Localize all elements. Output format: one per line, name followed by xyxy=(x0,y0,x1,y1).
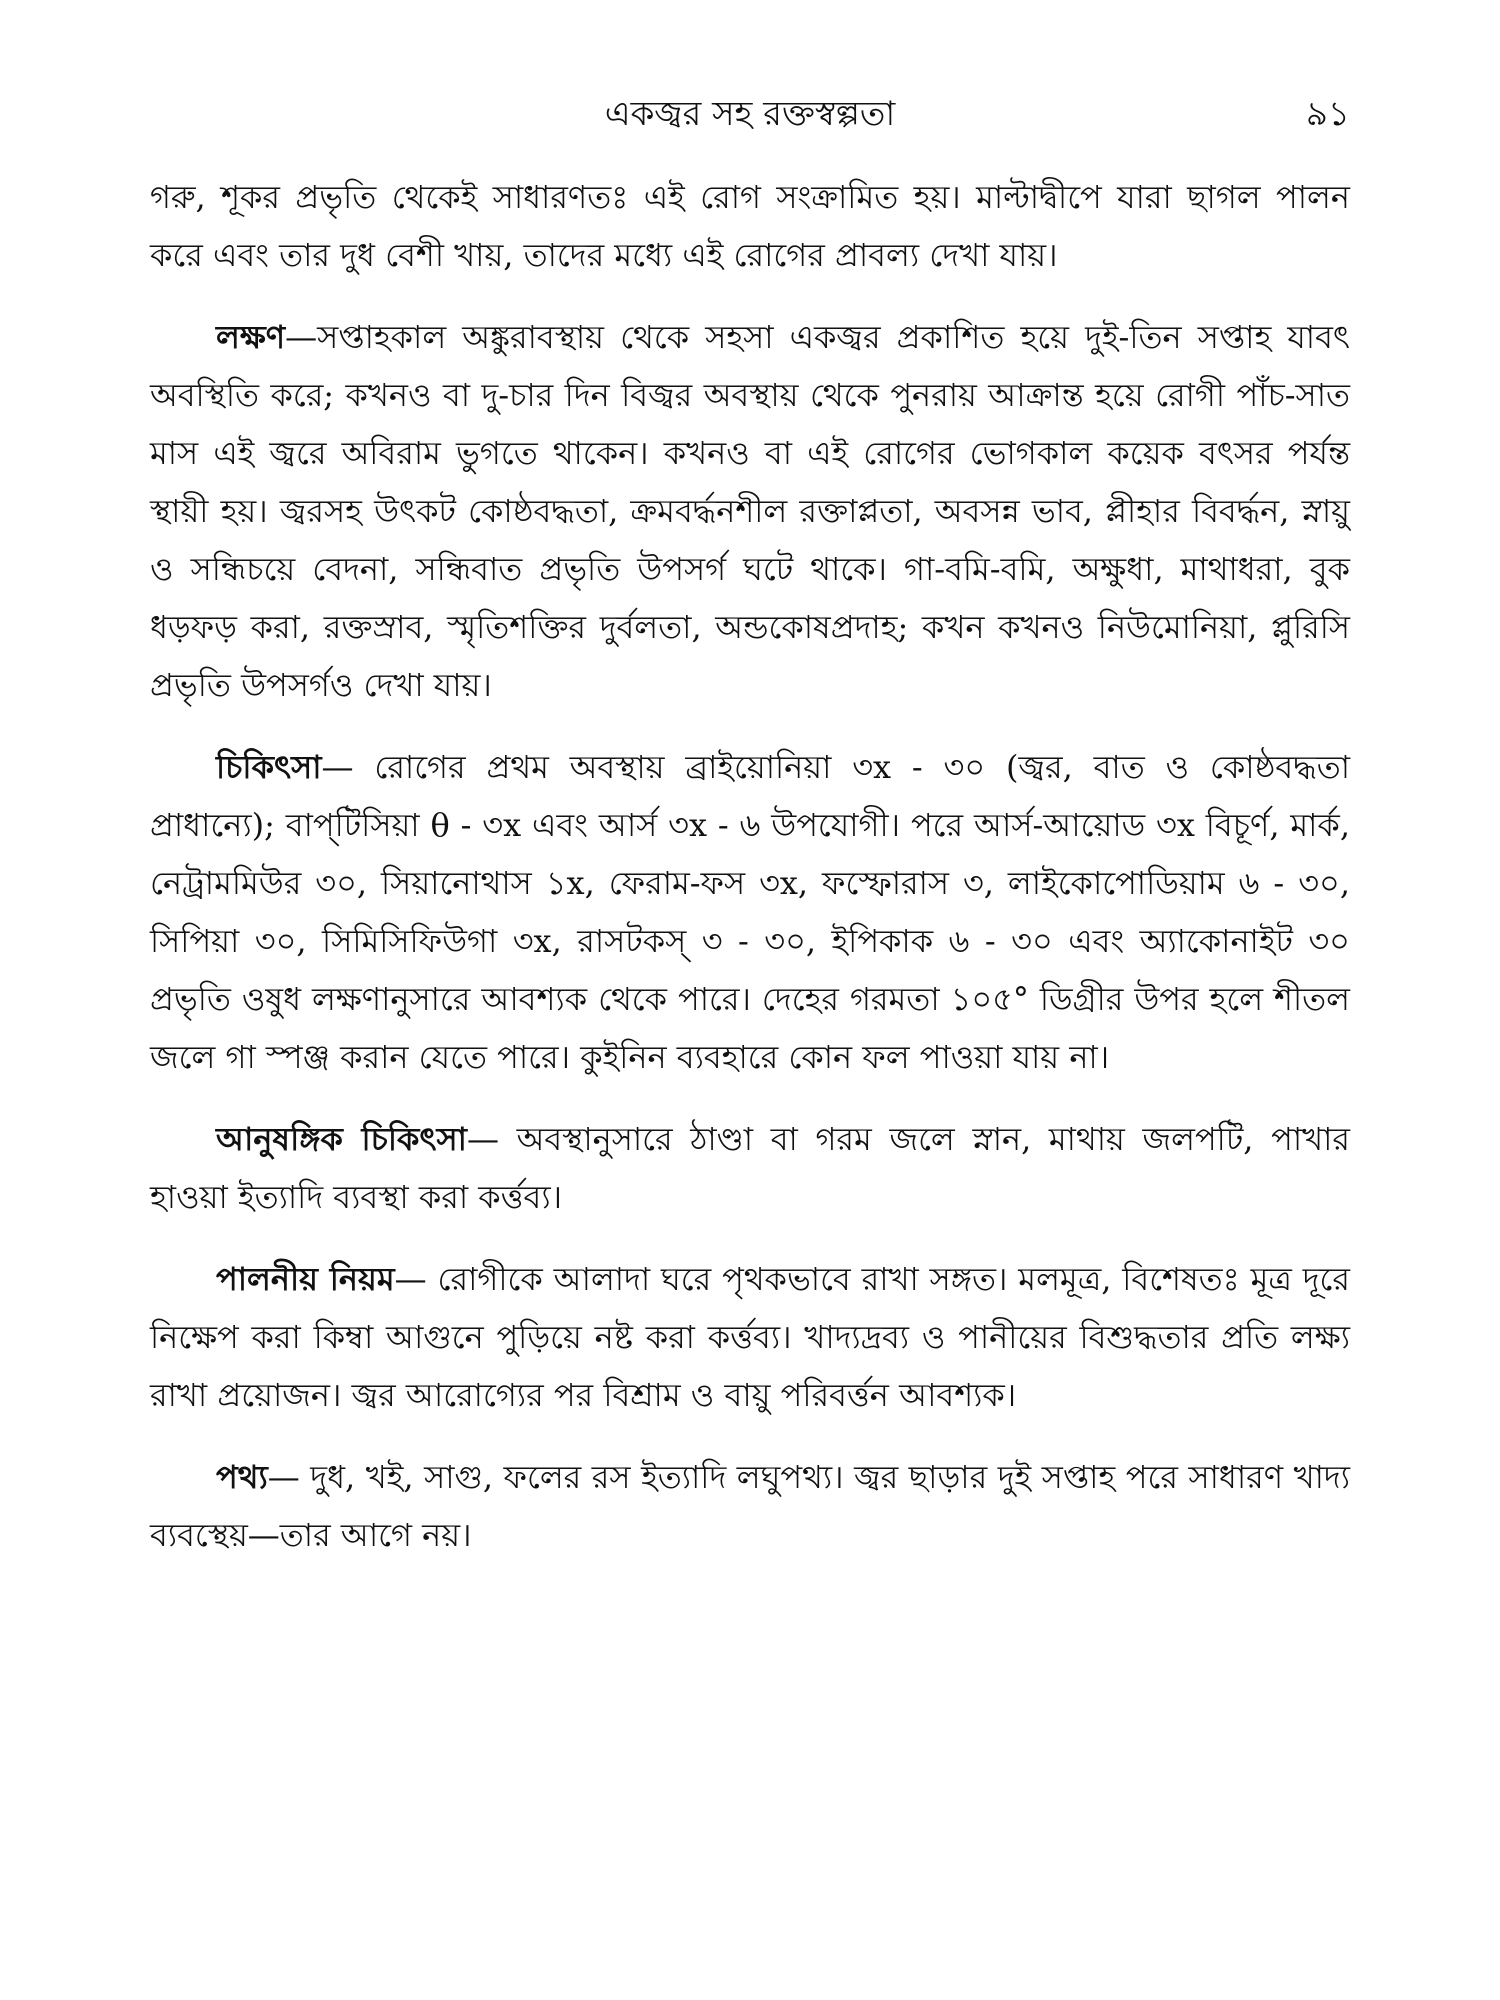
paragraph-treatment xyxy=(150,738,1350,1086)
paragraph-text: — দুধ, খই, সাগু, ফলের রস ইত্যাদি লঘুপথ্য। জ্বর ছাড়ার দুই সপ্তাহ পরে সাধারণ খাদ্য ব্যবস্থেয়—তার আগে নয়। xyxy=(150,1458,1350,1554)
paragraph-rules xyxy=(150,1250,1350,1424)
running-title: একজ্বর সহ রক্তস্বল্পতা xyxy=(604,94,896,134)
section-heading-diet: পথ্য xyxy=(216,1458,268,1496)
paragraph-symptoms xyxy=(150,308,1350,714)
body-text xyxy=(150,168,1350,1588)
section-heading-rules: পালনীয় নিয়ম xyxy=(216,1260,395,1298)
paragraph-text: গরু, শূকর প্রভৃতি থেকেই সাধারণতঃ এই রোগ সংক্রামিত হয়। মাল্টাদ্বীপে যারা ছাগল পালন করে এবং তার দুধ বেশী খায়, তাদের মধ্যে এই রোগের প্রাবল্য দেখা যায়। xyxy=(150,178,1350,274)
paragraph-text: —সপ্তাহকাল অঙ্কুরাবস্থায় থেকে সহসা একজ্বর প্রকাশিত হয়ে দুই-তিন সপ্তাহ যাবৎ অবস্থিতি করে; কখনও বা দু-চার দিন বিজ্বর অবস্থায় থেকে পুনরায় আক্রান্ত হয়ে রোগী পাঁচ-সাত মাস এই জ্বরে অবিরাম ভুগতে থাকেন। কখনও বা এই রোগের ভোগকাল কয়েক বৎসর পর্যন্ত স্থায়ী হয়। জ্বরসহ উৎকট কোষ্ঠবদ্ধতা, ক্রমবর্দ্ধনশীল রক্তাপ্লতা, অবসন্ন ভাব, প্লীহার বিবর্দ্ধন, স্নায়ু ও সন্ধিচয়ে বেদনা, সন্ধিবাত প্রভৃতি উপসর্গ ঘটে থাকে। গা-বমি-বমি, অক্ষুধা, মাথাধরা, বুক ধড়ফড় করা, রক্তস্রাব, স্মৃতিশক্তির দুর্বলতা, অন্ডকোষপ্রদাহ; কখন কখনও নিউমোনিয়া, প্লুরিসি প্রভৃতি উপসর্গও দেখা যায়। xyxy=(150,318,1350,704)
paragraph-text: — রোগের প্রথম অবস্থায় ব্রাইয়োনিয়া ৩x - ৩০ (জ্বর, বাত ও কোষ্ঠবদ্ধতা প্রাধান্যে); বাপ্‌টিসিয়া θ - ৩x এবং আর্স ৩x - ৬ উপযোগী। পরে আর্স-আয়োড ৩x বিচূর্ণ, মার্ক, নেট্রামমিউর ৩০, সিয়ানোথাস ১x, ফেরাম-ফস ৩x, ফস্ফোরাস ৩, লাইকোপোডিয়াম ৬ - ৩০, সিপিয়া ৩০, সিমিসিফিউগা ৩x, রাসটকস্ ৩ - ৩০, ইপিকাক ৬ - ৩০ এবং অ্যাকোনাইট ৩০ প্রভৃতি ওষুধ লক্ষণানুসারে আবশ্যক থেকে পারে। দেহের গরমতা ১০৫° ডিগ্রীর উপর হলে শীতল জলে গা স্পঞ্জ করান যেতে পারে। কুইনিন ব্যবহারে কোন ফল পাওয়া যায় না। xyxy=(150,748,1350,1076)
paragraph-auxiliary-treatment xyxy=(150,1110,1350,1226)
section-heading-treatment: চিকিৎসা xyxy=(216,748,322,786)
paragraph-intro-continuation xyxy=(150,168,1350,284)
page-number: ৯১ xyxy=(1305,94,1350,134)
paragraph-diet xyxy=(150,1448,1350,1564)
paragraph-text: — রোগীকে আলাদা ঘরে পৃথকভাবে রাখা সঙ্গত। মলমূত্র, বিশেষতঃ মূত্র দূরে নিক্ষেপ করা কিম্বা আগুনে পুড়িয়ে নষ্ট করা কর্ত্তব্য। খাদ্যদ্রব্য ও পানীয়ের বিশুদ্ধতার প্রতি লক্ষ্য রাখা প্রয়োজন। জ্বর আরোগ্যের পর বিশ্রাম ও বায়ু পরিবর্ত্তন আবশ্যক। xyxy=(150,1260,1350,1414)
paragraph-text: — অবস্থানুসারে ঠাণ্ডা বা গরম জলে স্নান, মাথায় জলপটি, পাখার হাওয়া ইত্যাদি ব্যবস্থা করা কর্ত্তব্য। xyxy=(150,1120,1350,1216)
section-heading-auxiliary-treatment: আনুষঙ্গিক চিকিৎসা xyxy=(216,1120,467,1158)
running-header xyxy=(150,84,1350,144)
section-heading-symptoms: লক্ষণ xyxy=(216,318,286,356)
